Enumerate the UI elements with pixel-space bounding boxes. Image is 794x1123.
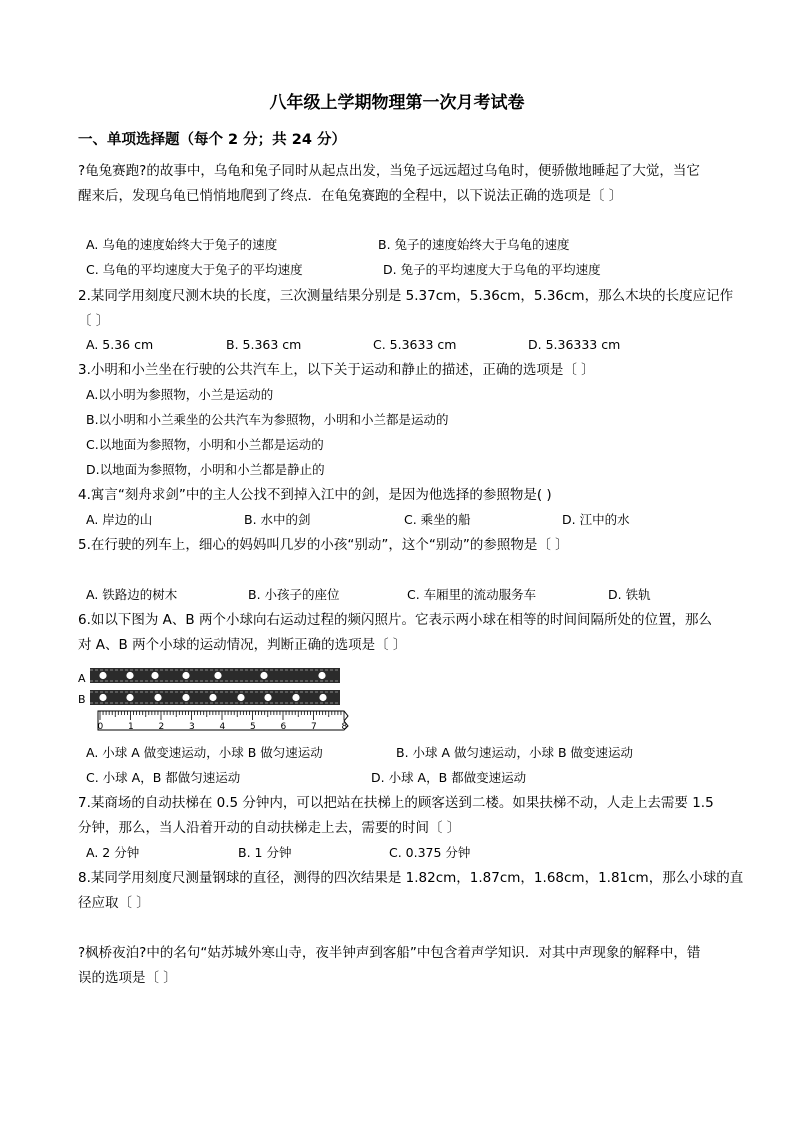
ball: [209, 694, 216, 701]
question-1-option-c: C. 乌龟的平均速度大于兔子的平均速度: [86, 262, 303, 277]
ball: [126, 694, 133, 701]
question-2-text: 〔 〕: [78, 313, 110, 329]
question-2-option-a: A. 5.36 cm: [86, 337, 154, 352]
ball: [182, 694, 189, 701]
question-4-option-d: D. 江中的水: [562, 512, 630, 527]
question-7-text: 分钟，那么，当人沿着开动的自动扶梯走上去，需要的时间〔 〕: [78, 820, 461, 836]
question-3-option-a: A.以小明为参照物，小兰是运动的: [86, 387, 274, 402]
question-7-option-a: A. 2 分钟: [86, 845, 140, 860]
question-2-option-c: C. 5.3633 cm: [373, 337, 457, 352]
question-6-option-d: D. 小球 A，B 都做变速运动: [371, 770, 527, 785]
question-2-option-d: D. 5.36333 cm: [528, 337, 621, 352]
ball: [237, 694, 244, 701]
question-6-option-b: B. 小球 A 做匀速运动，小球 B 做变速运动: [396, 745, 634, 760]
question-3-option-d: D.以地面为参照物，小明和小兰都是静止的: [86, 462, 325, 477]
question-1-text: 醒来后，发现乌龟已悄悄地爬到了终点．在龟兔赛跑的全程中，以下说法正确的选项是〔 〕: [78, 188, 623, 204]
question-9-text: 误的选项是〔 〕: [78, 970, 177, 986]
question-2-option-b: B. 5.363 cm: [226, 337, 302, 352]
question-4-option-b: B. 水中的剑: [244, 512, 311, 527]
question-5-option-b: B. 小孩子的座位: [248, 587, 340, 602]
ruler-label: 0: [97, 722, 104, 732]
ball: [260, 672, 267, 679]
ruler-label: 6: [280, 722, 287, 732]
ruler-label: 4: [219, 722, 226, 732]
question-3-option-c: C.以地面为参照物，小明和小兰都是运动的: [86, 437, 324, 452]
ball: [319, 694, 326, 701]
ruler-label: 8: [341, 722, 348, 732]
ball: [292, 694, 299, 701]
ruler: [98, 711, 349, 732]
strobe-photo-figure: [76, 664, 356, 734]
question-6-option-a: A. 小球 A 做变速运动，小球 B 做匀速运动: [86, 745, 323, 760]
question-1-option-d: D. 兔子的平均速度大于乌龟的平均速度: [383, 262, 601, 277]
question-5-text: 5.在行驶的列车上，细心的妈妈叫几岁的小孩“别动”，这个“别动”的参照物是〔 〕: [78, 537, 569, 553]
question-4-option-a: A. 岸边的山: [86, 512, 153, 527]
ruler-label: 3: [189, 722, 195, 732]
question-1-option-b: B. 兔子的速度始终大于乌龟的速度: [378, 237, 570, 252]
question-4-option-c: C. 乘坐的船: [404, 512, 471, 527]
question-3-text: 3.小明和小兰坐在行驶的公共汽车上，以下关于运动和静止的描述，正确的选项是〔 〕: [78, 362, 595, 378]
figure-label-a: A: [78, 672, 86, 685]
question-1-text: ?龟兔赛跑?的故事中，乌龟和兔子同时从起点出发，当兔子远远超过乌龟时，便骄傲地睡起了大觉，当它: [78, 163, 700, 179]
question-6-text: 对 A、B 两个小球的运动情况，判断正确的选项是〔 〕: [78, 637, 407, 653]
question-8-text: 径应取〔 〕: [78, 895, 150, 911]
question-2-text: 2.某同学用刻度尺测木块的长度，三次测量结果分别是 5.37cm，5.36cm，5.36cm，那么木块的长度应记作: [78, 288, 734, 304]
ball: [182, 672, 189, 679]
ruler-label: 7: [311, 722, 317, 732]
question-4-text: 4.寓言“刻舟求剑”中的主人公找不到掉入江中的剑，是因为他选择的参照物是( ): [78, 487, 552, 503]
ruler-label: 5: [250, 722, 256, 732]
question-8-text: 8.某同学用刻度尺测量钢球的直径，测得的四次结果是 1.82cm，1.87cm，1.68cm，1.81cm，那么小球的直: [78, 870, 744, 886]
question-7-option-c: C. 0.375 分钟: [389, 845, 471, 860]
question-9-text: ?枫桥夜泊?中的名句“姑苏城外寒山寺，夜半钟声到客船”中包含着声学知识．对其中声现象的解释中，错: [78, 945, 701, 961]
question-5-option-a: A. 铁路边的树木: [86, 587, 178, 602]
ball: [264, 694, 271, 701]
ball: [154, 694, 161, 701]
question-5-option-c: C. 车厢里的流动服务车: [407, 587, 537, 602]
question-7-text: 7.某商场的自动扶梯在 0.5 分钟内，可以把站在扶梯上的顾客送到二楼。如果扶梯不动，人走上去需要 1.5: [78, 795, 714, 811]
ball: [99, 672, 106, 679]
ball: [214, 672, 221, 679]
ruler-label: 2: [158, 722, 165, 732]
page-title: 八年级上学期物理第一次月考试卷: [269, 93, 525, 113]
ball: [99, 694, 106, 701]
question-5-option-d: D. 铁轨: [608, 587, 651, 602]
question-6-text: 6.如以下图为 A、B 两个小球向右运动过程的频闪照片。它表示两小球在相等的时间间隔所处的位置，那么: [78, 612, 712, 628]
ball: [318, 672, 325, 679]
ball: [126, 672, 133, 679]
ruler-label: 1: [128, 722, 134, 732]
section-heading: 一、单项选择题（每个 2 分；共 24 分）: [78, 132, 346, 148]
question-3-option-b: B.以小明和小兰乘坐的公共汽车为参照物，小明和小兰都是运动的: [86, 412, 449, 427]
ball: [151, 672, 158, 679]
question-6-option-c: C. 小球 A，B 都做匀速运动: [86, 770, 241, 785]
question-7-option-b: B. 1 分钟: [238, 845, 292, 860]
figure-label-b: B: [78, 693, 86, 706]
question-1-option-a: A. 乌龟的速度始终大于兔子的速度: [86, 237, 278, 252]
